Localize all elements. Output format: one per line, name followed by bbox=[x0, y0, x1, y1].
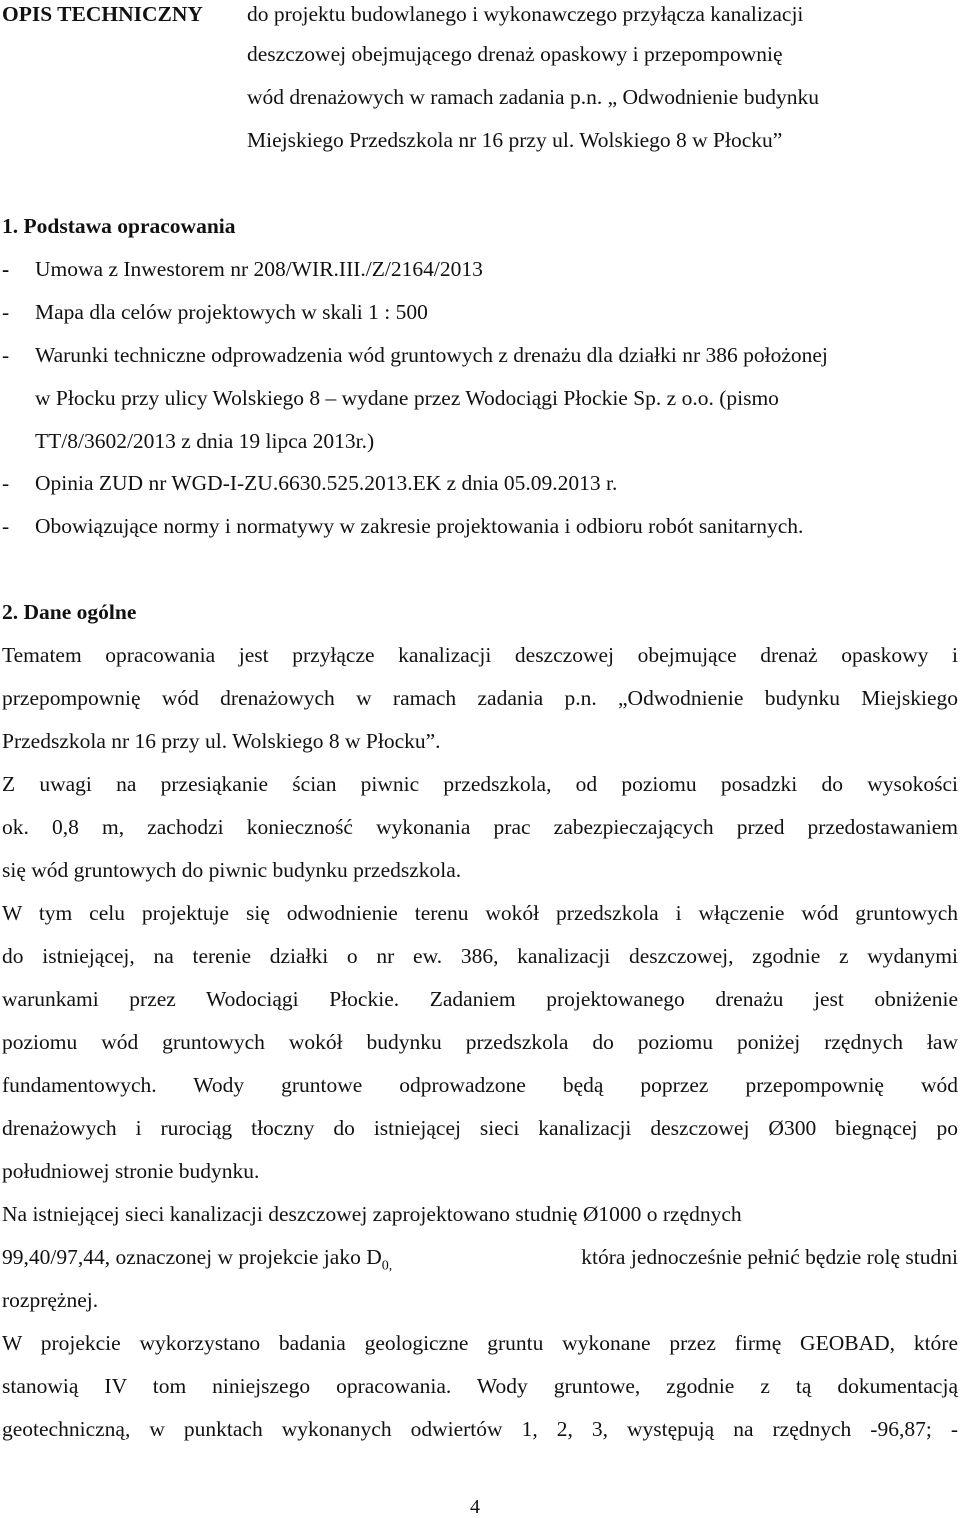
paragraph-line bbox=[2, 1243, 958, 1280]
subscript: 0, bbox=[381, 1258, 393, 1274]
page-number: 4 bbox=[470, 1496, 480, 1518]
paragraph-line: geotechniczną, w punktach wykonanych odwiertów 1, 2, 3, występują na rzędnych -96,87; - bbox=[2, 1417, 958, 1441]
paragraph-line: fundamentowych. Wody gruntowe odprowadzone będą poprzez przepompownię wód bbox=[2, 1073, 958, 1097]
list-item: - Umowa z Inwestorem nr 208/WIR.III./Z/2164/2013 bbox=[2, 257, 483, 281]
paragraph-line-start bbox=[2, 1243, 392, 1280]
list-item-text: Obowiązujące normy i normatywy w zakresie projektowania i odbioru robót sanitarnych. bbox=[35, 514, 804, 538]
paragraph-line: Na istniejącej sieci kanalizacji deszczowej zaprojektowano studnię Ø1000 o rzędnych bbox=[2, 1202, 742, 1226]
list-item: - Warunki techniczne odprowadzenia wód gruntowych z drenażu dla działki nr 386 położonej bbox=[2, 343, 828, 367]
paragraph-line: południowej stronie budynku. bbox=[2, 1159, 260, 1183]
paragraph-line: W projekcie wykorzystano badania geologiczne gruntu wykonane przez firmę GEOBAD, które bbox=[2, 1331, 958, 1355]
paragraph-line: się wód gruntowych do piwnic budynku przedszkola. bbox=[2, 858, 462, 882]
paragraph-line: Przedszkola nr 16 przy ul. Wolskiego 8 w Płocku”. bbox=[2, 729, 441, 753]
paragraph-line: rozprężnej. bbox=[2, 1288, 99, 1312]
list-item: - Mapa dla celów projektowych w skali 1 : 500 bbox=[2, 300, 428, 324]
title-line: do projektu budowlanego i wykonawczego przyłącza kanalizacji bbox=[247, 2, 804, 26]
title-line: Miejskiego Przedszkola nr 16 przy ul. Wolskiego 8 w Płocku” bbox=[247, 128, 783, 152]
list-item-continuation: w Płocku przy ulicy Wolskiego 8 – wydane przez Wodociągi Płockie Sp. z o.o. (pismo bbox=[35, 386, 779, 410]
paragraph-line: stanowią IV tom niniejszego opracowania. Wody gruntowe, zgodnie z tą dokumentacją bbox=[2, 1374, 958, 1398]
list-item-text: Umowa z Inwestorem nr 208/WIR.III./Z/2164/2013 bbox=[35, 257, 483, 281]
title-line: deszczowej obejmującego drenaż opaskowy i przepompownię bbox=[247, 42, 783, 66]
section-heading: 1. Podstawa opracowania bbox=[2, 214, 236, 238]
list-item-text: Opinia ZUD nr WGD-I-ZU.6630.525.2013.EK z dnia 05.09.2013 r. bbox=[35, 471, 618, 495]
list-item-text: Mapa dla celów projektowych w skali 1 : 500 bbox=[35, 300, 428, 324]
paragraph-line-text: 99,40/97,44, oznaczonej w projekcie jako D bbox=[2, 1245, 382, 1269]
paragraph-line: przepompownię wód drenażowych w ramach zadania p.n. „Odwodnienie budynku Miejskiego bbox=[2, 686, 958, 710]
list-item: - Opinia ZUD nr WGD-I-ZU.6630.525.2013.EK z dnia 05.09.2013 r. bbox=[2, 471, 618, 495]
paragraph-line: ok. 0,8 m, zachodzi konieczność wykonania prac zabezpieczających przed przedostawaniem bbox=[2, 815, 958, 839]
document-title: OPIS TECHNICZNY bbox=[2, 2, 203, 26]
paragraph-line: do istniejącej, na terenie działki o nr ew. 386, kanalizacji deszczowej, zgodnie z wydanymi bbox=[2, 944, 958, 968]
paragraph-line: warunkami przez Wodociągi Płockie. Zadaniem projektowanego drenażu jest obniżenie bbox=[2, 987, 958, 1011]
paragraph-line: W tym celu projektuje się odwodnienie terenu wokół przedszkola i włączenie wód gruntowych bbox=[2, 901, 958, 925]
paragraph-line: poziomu wód gruntowych wokół budynku przedszkola do poziomu poniżej rzędnych ław bbox=[2, 1030, 958, 1054]
list-item-text: Warunki techniczne odprowadzenia wód gruntowych z drenażu dla działki nr 386 położonej bbox=[35, 343, 828, 367]
paragraph-line: Tematem opracowania jest przyłącze kanalizacji deszczowej obejmujące drenaż opaskowy i bbox=[2, 643, 958, 667]
paragraph-line-end: która jednocześnie pełnić będzie rolę studni bbox=[581, 1245, 958, 1269]
paragraph-line: drenażowych i rurociąg tłoczny do istniejącej sieci kanalizacji deszczowej Ø300 biegnącej po bbox=[2, 1116, 958, 1140]
list-item: - Obowiązujące normy i normatywy w zakresie projektowania i odbioru robót sanitarnych. bbox=[2, 514, 804, 538]
section-heading: 2. Dane ogólne bbox=[2, 600, 137, 624]
paragraph-line: Z uwagi na przesiąkanie ścian piwnic przedszkola, od poziomu posadzki do wysokości bbox=[2, 772, 958, 796]
list-item-continuation: TT/8/3602/2013 z dnia 19 lipca 2013r.) bbox=[35, 429, 375, 453]
title-line: wód drenażowych w ramach zadania p.n. „ Odwodnienie budynku bbox=[247, 85, 819, 109]
